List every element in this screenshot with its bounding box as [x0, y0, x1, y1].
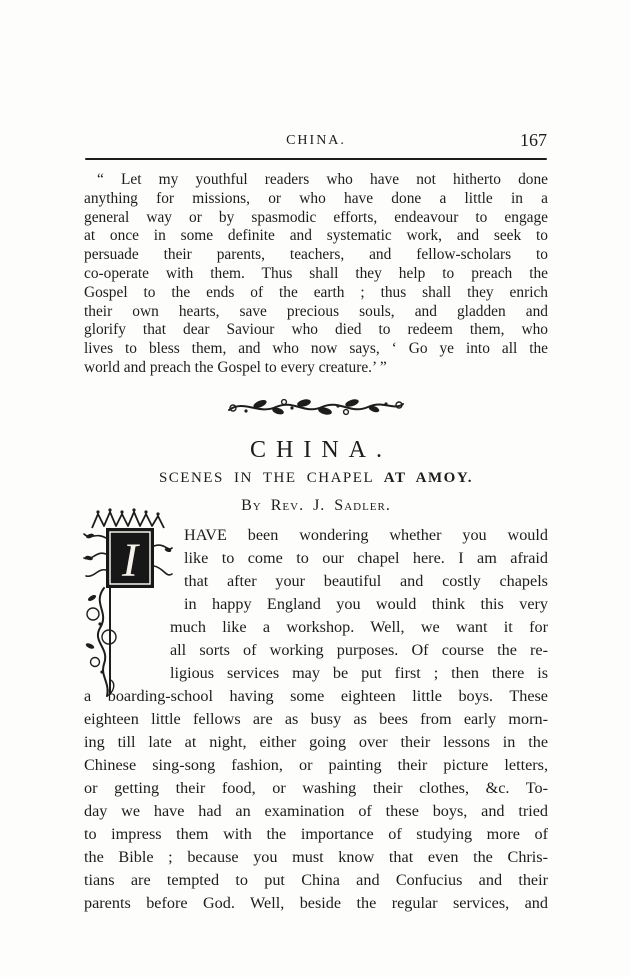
body-line: like to come to our chapel here. I am afraid	[184, 549, 548, 567]
body-line: ligious services may be put first ; then there is	[170, 664, 548, 682]
quote-line: “ Let my youthful readers who have not hitherto done	[97, 171, 548, 188]
body-line: the Bible ; because you must know that even the Chris-	[84, 848, 548, 866]
running-header: CHINA.	[286, 133, 346, 148]
quote-line: Gospel to the ends of the earth ; thus shall they enrich	[84, 283, 548, 301]
quote-line: glorify that dear Saviour who died to redeem them, who	[84, 321, 548, 339]
body-line: all sorts of working purposes. Of course the re-	[170, 641, 548, 659]
subtitle-text: SCENES IN THE CHAPEL	[158, 470, 374, 486]
vine-divider-icon	[226, 395, 406, 419]
quote-paragraph	[84, 171, 548, 378]
body-line: in happy England you would think this very	[184, 595, 548, 613]
body-line: Chinese sing-song fashion, or painting their picture letters,	[84, 756, 548, 774]
body-line: ing till late at night, either going over their lessons in the	[84, 733, 548, 751]
byline: By Rev. J. Sadler.	[241, 497, 391, 514]
body-line: eighteen little fellows are as busy as bees from early morn-	[84, 710, 548, 728]
quote-line: lives to bless them, and who now says, ‘ Go ye into all the	[84, 340, 548, 358]
body-line: day we have had an examination of these boys, and tried	[84, 802, 548, 820]
article-subtitle	[84, 470, 548, 487]
subtitle-emphasis: AT AMOY.	[383, 470, 474, 486]
body-line: parents before God. Well, beside the regular services, and	[84, 894, 548, 912]
body-line: a boarding-school having some eighteen little boys. These	[84, 687, 548, 705]
body-line: that after your beautiful and costly chapels	[184, 572, 548, 590]
quote-line: general way or by spasmodic efforts, endeavour to engage	[84, 208, 548, 226]
quote-line: world and preach the Gospel to every creature.’ ”	[84, 358, 387, 376]
quote-line: co-operate with them. Thus shall they help to preach the	[84, 264, 548, 282]
quote-line: persuade their parents, teachers, and fellow-scholars to	[84, 246, 548, 264]
drop-cap-letter: I	[122, 534, 138, 587]
body-line: HAVE been wondering whether you would	[184, 526, 548, 544]
body-line: tians are tempted to put China and Confucius and their	[84, 871, 548, 889]
page-number: 167	[520, 130, 547, 150]
article-title: CHINA.	[250, 437, 392, 463]
section-divider	[84, 395, 548, 424]
quote-line: anything for missions, or who have done a little in a	[84, 189, 548, 207]
body-line: much like a workshop. Well, we want it for	[170, 618, 548, 636]
quote-line: at once in some definite and systematic work, and seek to	[84, 227, 548, 245]
body-paragraph	[84, 524, 548, 915]
body-line: or getting their food, or washing their clothes, &c. To-	[84, 779, 548, 797]
header-rule	[85, 158, 547, 160]
body-line: to impress them with the importance of studying more of	[84, 825, 548, 843]
quote-line: their own hearts, save precious souls, and gladden and	[84, 302, 548, 320]
